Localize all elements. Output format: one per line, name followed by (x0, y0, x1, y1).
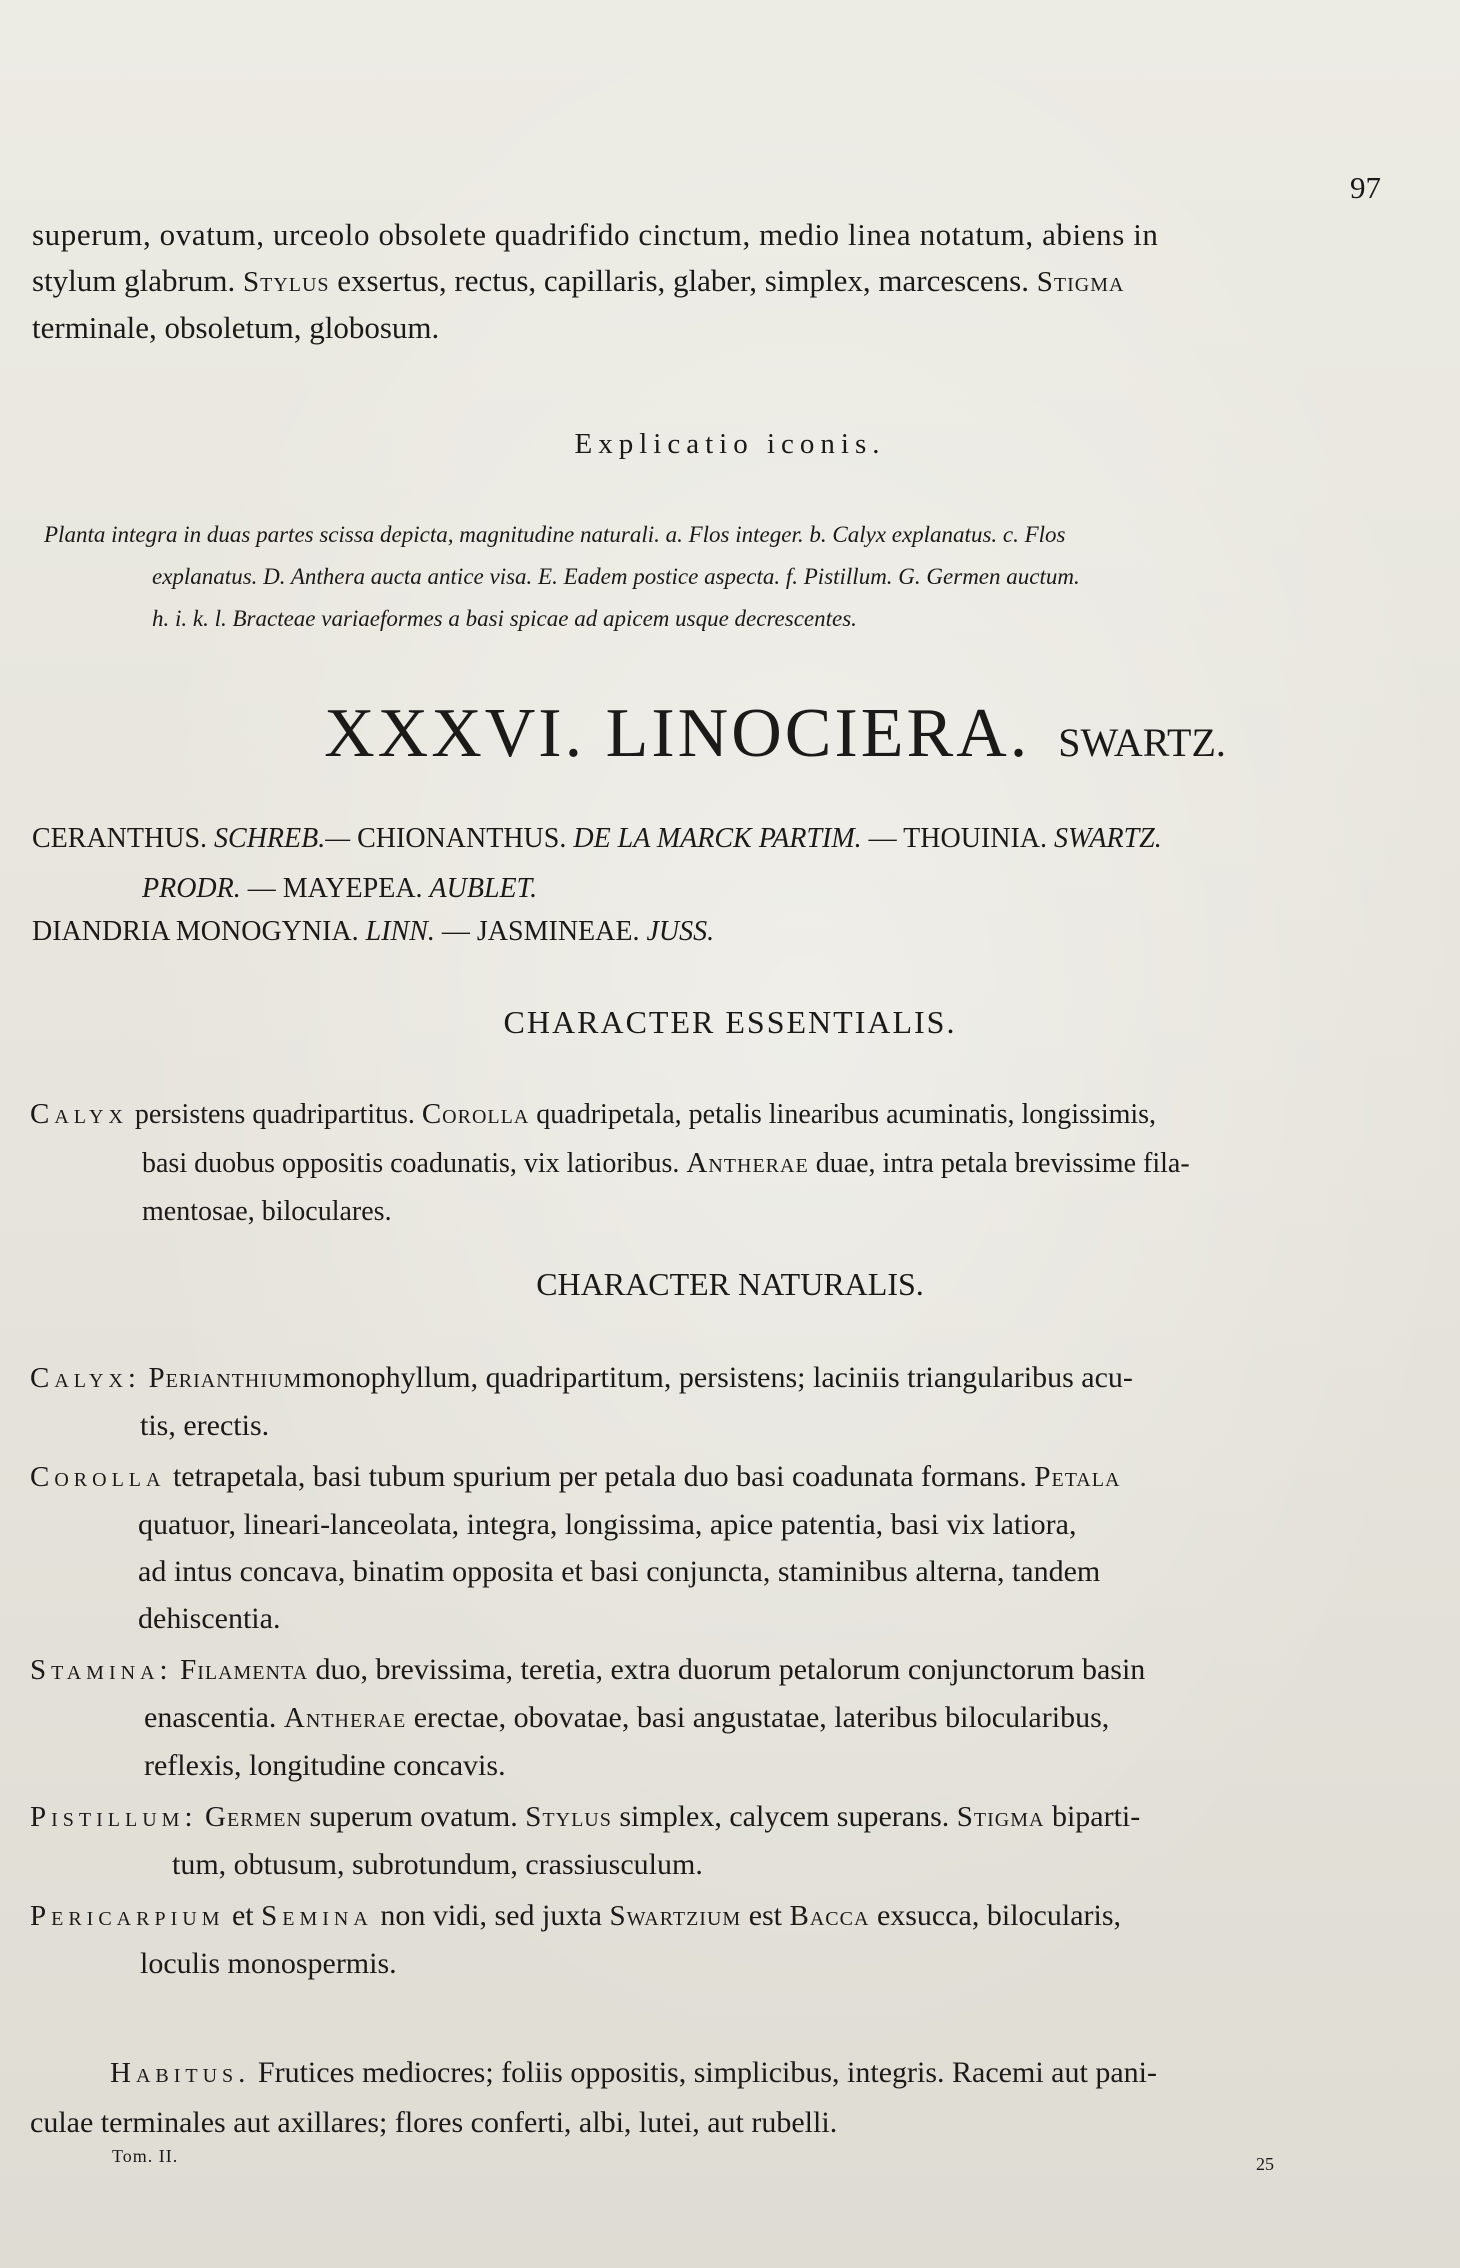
page-number: 97 (1350, 170, 1381, 205)
naturalis-heading: CHARACTER NATURALIS. (536, 1266, 924, 1302)
essentialis-heading: CHARACTER ESSENTIALIS. (503, 1004, 957, 1040)
essentialis-line-3: mentosae, biloculares. (142, 1196, 392, 1227)
stigma-term: Stigma (1036, 266, 1125, 298)
essentialis-line-1: Calyx persistens quadripartitus. Corolla quadripetala, petalis linearibus acuminatis, longissimis, (30, 1098, 1157, 1130)
classification: DIANDRIA MONOGYNIA. LINN. — JASMINEAE. JUSS. (32, 916, 715, 947)
habitus-label: Habitus. (110, 2057, 251, 2089)
synonyms (32, 814, 1412, 914)
intro-line-1: superum, ovatum, urceolo obsolete quadrifido cinctum, medio linea notatum, abiens in (32, 217, 1159, 252)
explicatio-body (44, 514, 1396, 640)
synonyms-line-2: PRODR. — MAYEPEA. AUBLET. (142, 873, 538, 904)
naturalis-body (30, 1354, 1410, 1987)
intro-line-2: stylum glabrum. Stylus exsertus, rectus, capillaris, glaber, simplex, marcescens. Stigma (32, 263, 1125, 298)
intro-line-3: terminale, obsoletum, globosum. (32, 310, 440, 345)
essentialis-line-2: basi duobus oppositis coadunatis, vix latioribus. Antherae duae, intra petala brevissime fila- (142, 1147, 1190, 1179)
essentialis-body (30, 1090, 1398, 1236)
stylus-term: Stylus (242, 266, 330, 298)
intro-paragraph (32, 212, 1394, 351)
explicatio-line-2: explanatus. D. Anthera aucta antice visa. E. Eadem postice aspecta. f. Pistillum. G. Germen auctum. (152, 564, 1080, 589)
synonyms-line-1: CERANTHUS. SCHREB.— CHIONANTHUS. DE LA MARCK PARTIM. — THOUINIA. SWARTZ. (32, 823, 1162, 854)
naturalis-pericarpium: Pericarpium et Semina non vidi, sed juxta Swartzium est Bacca exsucca, bilocularis, loculis monospermis. (30, 1899, 1122, 1980)
naturalis-calyx: Calyx: Perianthiummonophyllum, quadripartitum, persistens; laciniis triangularibus acu- tis, erectis. (30, 1361, 1133, 1442)
explicatio-heading: Explicatio iconis. (574, 428, 886, 460)
naturalis-stamina: Stamina: Filamenta duo, brevissima, teretia, extra duorum petalorum conjunctorum basin enascentia. Antherae erectae, obovatae, basi angustatae, lateribus bilocularibus, reflexis, longitudine concavis. (30, 1653, 1146, 1782)
explicatio-line-1: Planta integra in duas partes scissa depicta, magnitudine naturali. a. Flos integer. b. Calyx explanatus. c. Flos (44, 522, 1066, 547)
naturalis-corolla: Corolla tetrapetala, basi tubum spurium per petala duo basi coadunata formans. Petala quatuor, lineari-lanceolata, integra, longissima, apice patentia, basi vix latiora, ad intus concava, binatim opposita et basi conjuncta, staminibus alterna, tandem dehiscentia. (30, 1460, 1121, 1635)
naturalis-pistillum: Pistillum: Germen superum ovatum. Stylus simplex, calycem superans. Stigma biparti- tum, obtusum, subrotundum, crassiusculum. (30, 1800, 1141, 1881)
genus-author: SWARTZ. (1058, 720, 1226, 765)
habitus-paragraph: Habitus. Frutices mediocres; foliis oppositis, simplicibus, integris. Racemi aut pani- culae terminales aut axillares; flores conferti, albi, lutei, aut rubelli. (30, 2056, 1157, 2139)
footer-tome: Tom. II. (112, 2146, 179, 2166)
genus-title (0, 694, 1460, 774)
genus-name: XXXVI. LINOCIERA. (324, 695, 1031, 772)
footer-signature: 25 (1256, 2154, 1274, 2174)
explicatio-line-3: h. i. k. l. Bracteae variaeformes a basi spicae ad apicem usque decrescentes. (152, 606, 857, 631)
